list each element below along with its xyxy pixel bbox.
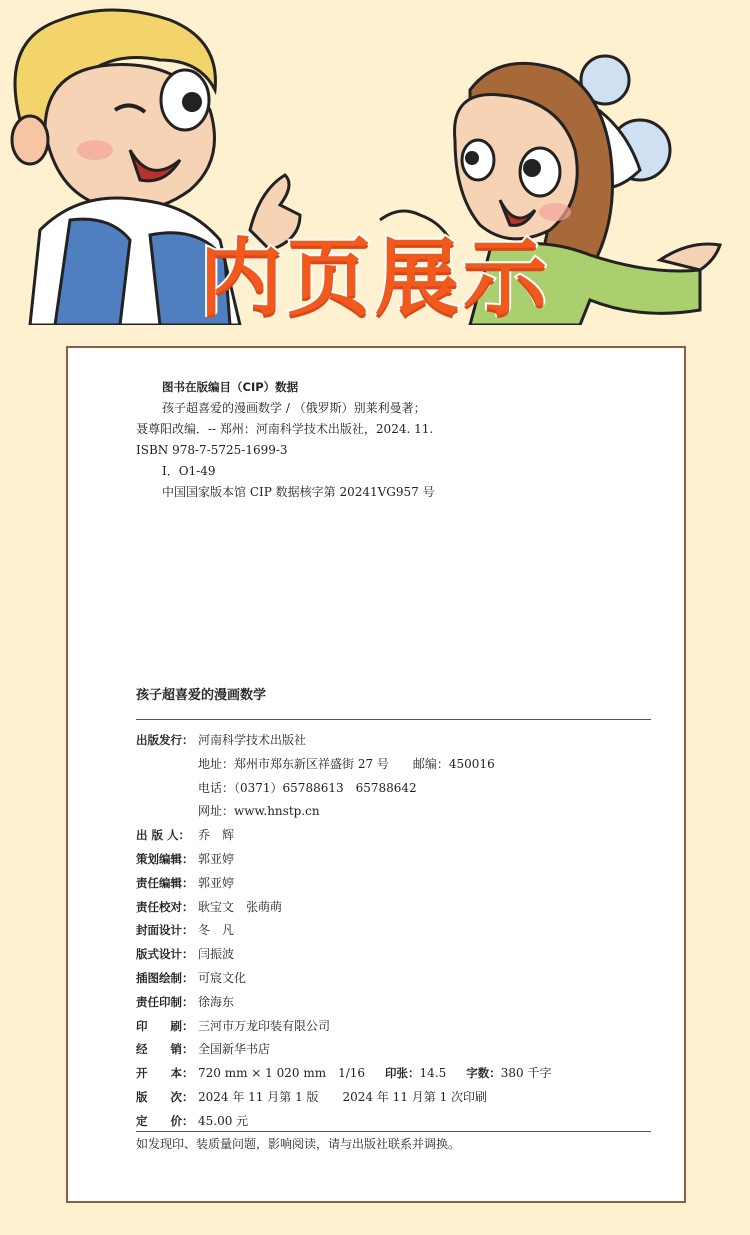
- postcode: 邮编：450016: [412, 756, 495, 771]
- sheets: 14.5: [419, 1066, 447, 1081]
- info-row: [136, 800, 656, 824]
- info-value: 闫振波: [198, 947, 235, 962]
- phone: 电话：（0371）65788613 65788642: [198, 780, 417, 795]
- price: 45.00 元: [198, 1113, 249, 1128]
- section-title: 内页展示: [198, 229, 551, 325]
- info-row: [136, 753, 656, 777]
- cip-line: 孩子超喜爱的漫画数学 / （俄罗斯）别莱利曼著；: [162, 401, 426, 415]
- sheets-label: 印张：: [385, 1066, 420, 1081]
- cip-isbn: ISBN 978-7-5725-1699-3: [136, 443, 288, 457]
- info-row: [136, 848, 656, 872]
- info-row: [136, 1086, 656, 1110]
- edition: 2024 年 11 月第 1 版 2024 年 11 月第 1 次印刷: [198, 1089, 488, 1104]
- info-value: 徐海东: [198, 994, 235, 1009]
- info-label: 责任印制：: [136, 994, 194, 1009]
- info-label: 开 本：: [136, 1066, 194, 1081]
- copyright-page: [66, 346, 686, 1203]
- info-row: [136, 943, 656, 967]
- cip-block: [136, 377, 435, 503]
- info-row: [136, 919, 656, 943]
- info-row: [136, 991, 656, 1015]
- info-value: 耿宝文 张萌萌: [198, 899, 283, 914]
- info-row: [136, 872, 656, 896]
- divider: [136, 719, 651, 720]
- words: 380 千字: [500, 1066, 552, 1081]
- cip-record: 中国国家版本馆 CIP 数据核字第 20241VG957 号: [162, 485, 435, 499]
- cip-classification: Ⅰ．O1-49: [162, 464, 216, 478]
- info-label: 责任编辑：: [136, 875, 194, 890]
- info-row: [136, 824, 656, 848]
- info-label: 封面设计：: [136, 923, 194, 938]
- info-label: 定 价：: [136, 1113, 194, 1128]
- info-row: [136, 1062, 656, 1086]
- address: 地址：郑州市郑东新区祥盛街 27 号: [198, 756, 389, 771]
- info-label: 版式设计：: [136, 947, 194, 962]
- cip-line: 聂尊阳改编．-- 郑州：河南科学技术出版社，2024. 11.: [136, 422, 434, 436]
- info-value: 郭亚婷: [198, 875, 235, 890]
- format: 720 mm × 1 020 mm 1/16: [198, 1066, 366, 1081]
- info-label: 印 刷：: [136, 1018, 194, 1033]
- info-row: [136, 1038, 656, 1062]
- info-value: 可宸文化: [198, 970, 247, 985]
- info-row: [136, 1015, 656, 1039]
- info-label: 策划编辑：: [136, 851, 194, 866]
- book-title: 孩子超喜爱的漫画数学: [136, 688, 267, 703]
- header-illustration: [0, 0, 750, 325]
- website: 网址：www.hnstp.cn: [198, 804, 320, 819]
- info-row: [136, 777, 656, 801]
- info-value: 冬 凡: [198, 923, 235, 938]
- info-row: [136, 896, 656, 920]
- info-row: [136, 1110, 656, 1134]
- info-label: 出版发行：: [136, 733, 194, 747]
- publication-info: [136, 729, 656, 1134]
- words-label: 字数：: [466, 1066, 501, 1081]
- quality-note: 如发现印、装质量问题，影响阅读，请与出版社联系并调换。: [136, 1137, 461, 1151]
- info-label: 责任校对：: [136, 899, 194, 914]
- info-row: [136, 729, 656, 753]
- info-value: 全国新华书店: [198, 1042, 271, 1057]
- info-label: 出 版 人：: [136, 828, 191, 843]
- info-value: 乔 辉: [198, 828, 235, 843]
- info-value: 郭亚婷: [198, 851, 235, 866]
- info-label: 插图绘制：: [136, 970, 194, 985]
- info-label: 经 销：: [136, 1042, 194, 1057]
- info-row: [136, 967, 656, 991]
- info-label: 版 次：: [136, 1089, 194, 1104]
- info-value: 三河市万龙印装有限公司: [198, 1018, 331, 1033]
- divider: [136, 1131, 651, 1132]
- cip-heading: 图书在版编目（CIP）数据: [162, 380, 299, 394]
- info-value: 河南科学技术出版社: [198, 733, 307, 747]
